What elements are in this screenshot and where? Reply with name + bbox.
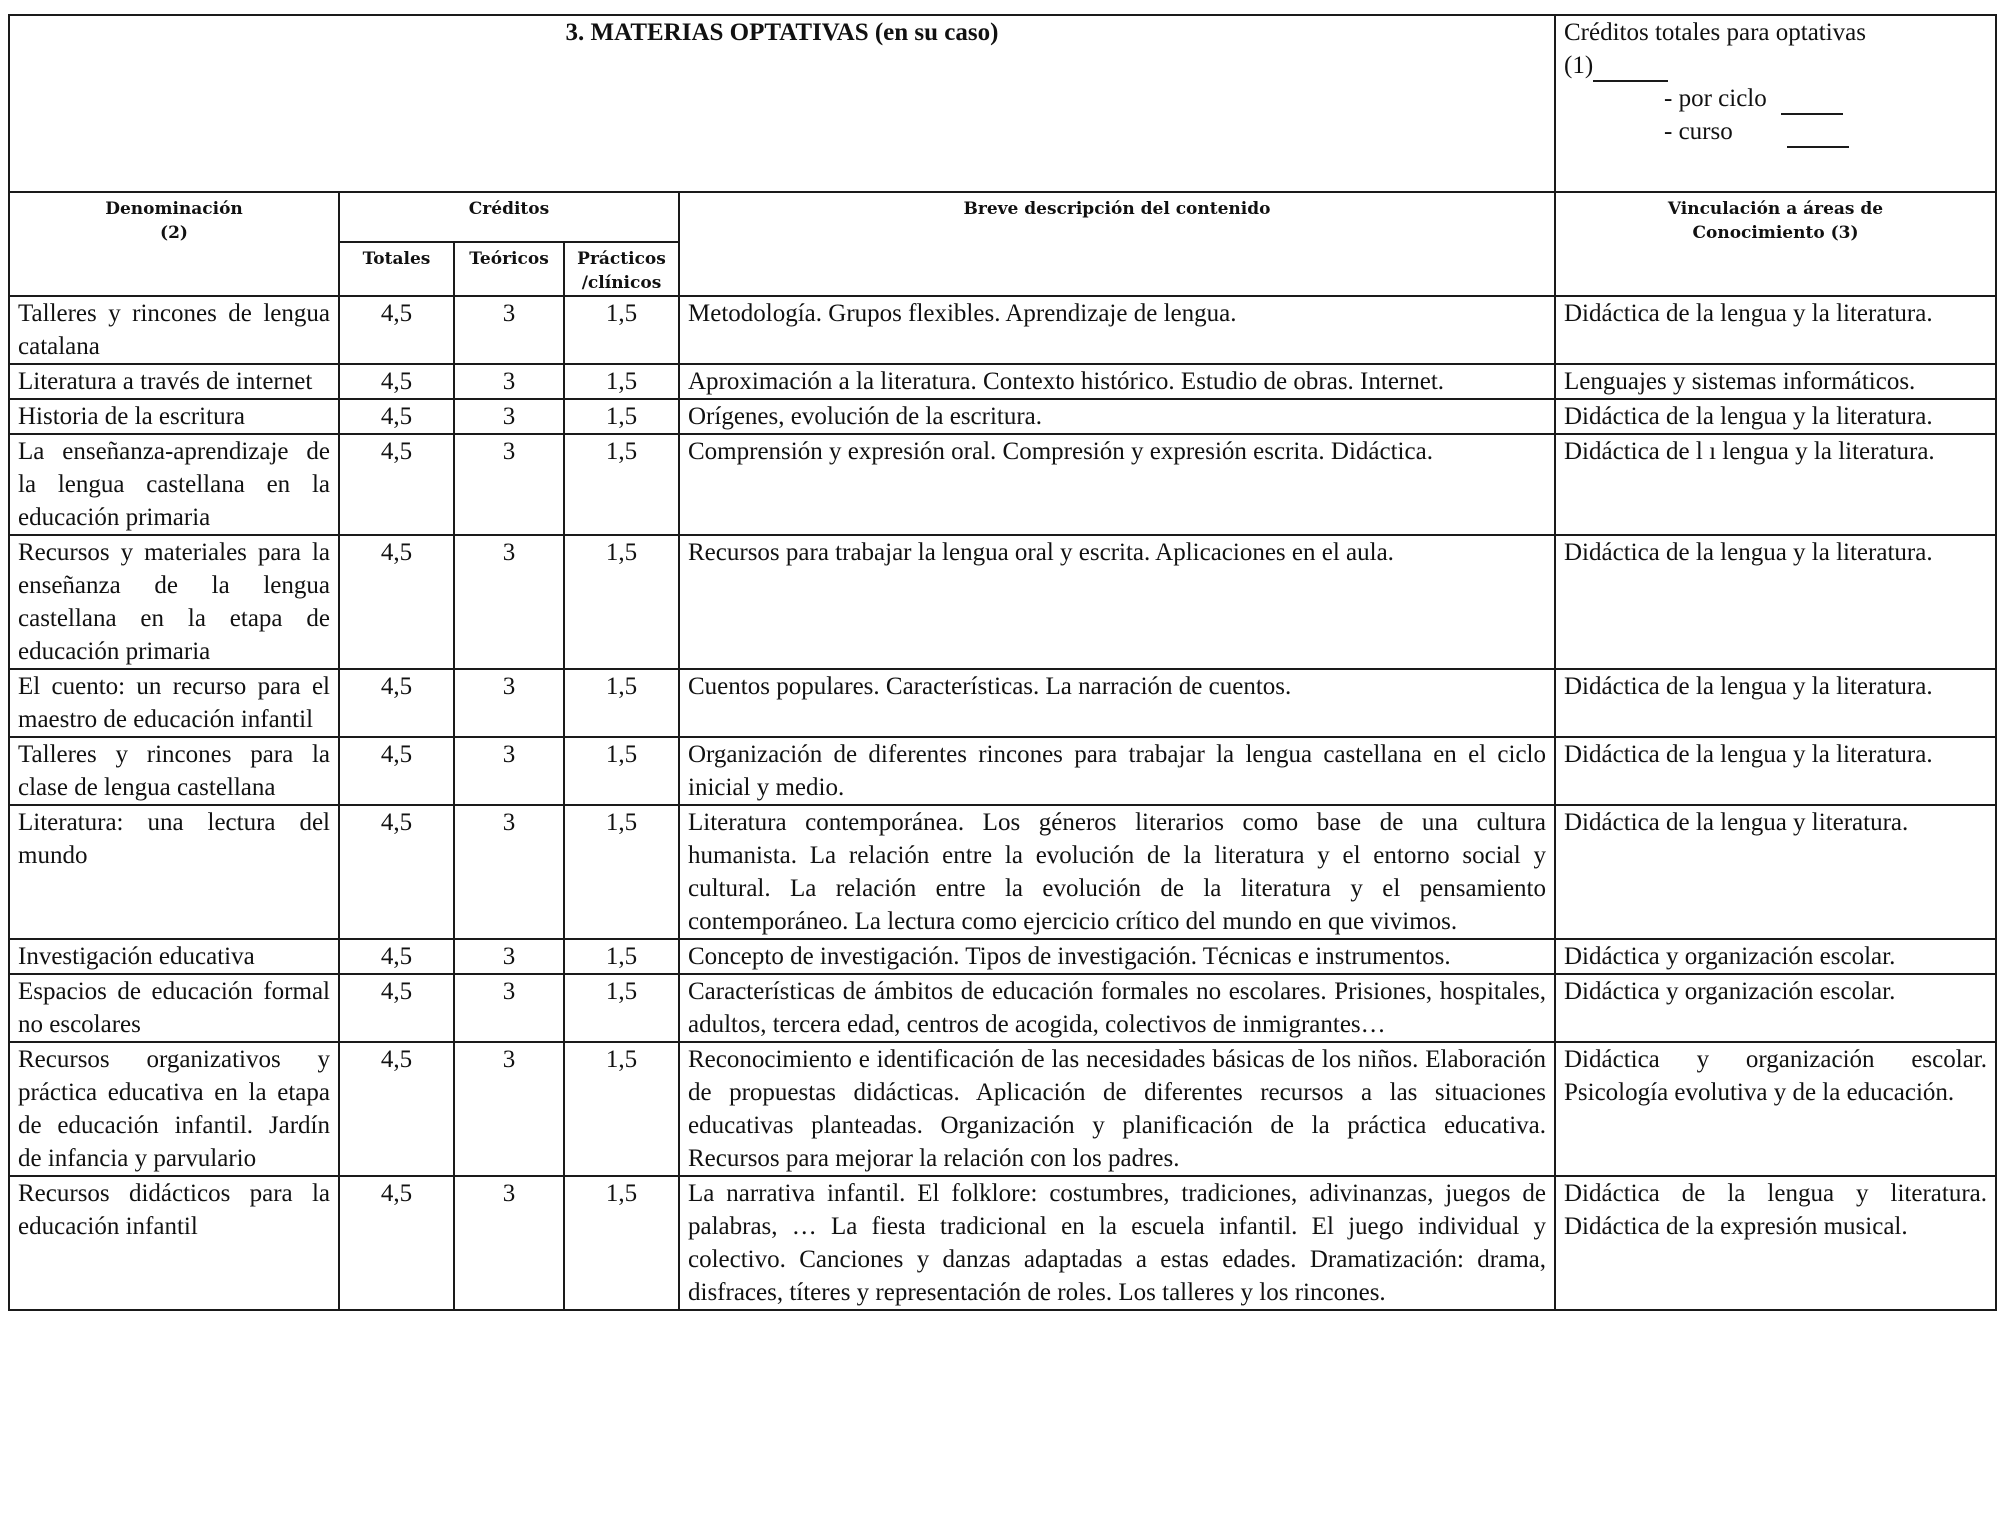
header-descripcion: Breve descripción del contenido [679, 192, 1555, 296]
table-row [9, 364, 1996, 399]
row-practicos: 1,5 [564, 1176, 679, 1310]
row-descripcion: Aproximación a la literatura. Contexto histórico. Estudio de obras. Internet. [679, 364, 1555, 399]
curso-label: - curso [1664, 118, 1733, 145]
row-totales: 4,5 [339, 1176, 454, 1310]
credits-curso [1564, 115, 1987, 148]
table-row [9, 669, 1996, 737]
row-practicos: 1,5 [564, 1042, 679, 1176]
row-area: Didáctica y organización escolar. [1555, 939, 1996, 974]
row-totales: 4,5 [339, 434, 454, 535]
row-descripcion: Recursos para trabajar la lengua oral y escrita. Aplicaciones en el aula. [679, 535, 1555, 669]
row-practicos: 1,5 [564, 535, 679, 669]
credits-por-ciclo [1564, 82, 1987, 115]
row-practicos: 1,5 [564, 296, 679, 364]
row-teoricos: 3 [454, 974, 564, 1042]
row-practicos: 1,5 [564, 364, 679, 399]
header-teoricos: Teóricos [454, 242, 564, 296]
row-denominacion: La enseñanza-aprendizaje de la lengua castellana en la educación primaria [9, 434, 339, 535]
credits-total-blank-line [1564, 49, 1987, 82]
row-denominacion: Recursos didácticos para la educación infantil [9, 1176, 339, 1310]
header-denominacion-label: Denominación [105, 199, 243, 219]
row-area: Didáctica de la lengua y literatura. [1555, 805, 1996, 939]
row-teoricos: 3 [454, 1042, 564, 1176]
optativas-table [8, 14, 1997, 1311]
row-totales: 4,5 [339, 399, 454, 434]
row-practicos: 1,5 [564, 805, 679, 939]
row-totales: 4,5 [339, 805, 454, 939]
row-teoricos: 3 [454, 805, 564, 939]
row-totales: 4,5 [339, 1042, 454, 1176]
row-area: Didáctica y organización escolar. Psicología evolutiva y de la educación. [1555, 1042, 1996, 1176]
row-area: Didáctica de la lengua y la literatura. [1555, 669, 1996, 737]
row-totales: 4,5 [339, 939, 454, 974]
row-teoricos: 3 [454, 399, 564, 434]
row-descripcion: Características de ámbitos de educación formales no escolares. Prisiones, hospitales, adultos, tercera edad, centros de acogida, colectivos de inmigrantes… [679, 974, 1555, 1042]
row-area: Didáctica de la lengua y literatura. Didáctica de la expresión musical. [1555, 1176, 1996, 1310]
row-denominacion: Historia de la escritura [9, 399, 339, 434]
row-descripcion: Cuentos populares. Características. La narración de cuentos. [679, 669, 1555, 737]
row-denominacion: Recursos organizativos y práctica educativa en la etapa de educación infantil. Jardín de infancia y parvulario [9, 1042, 339, 1176]
row-teoricos: 3 [454, 669, 564, 737]
row-teoricos: 3 [454, 364, 564, 399]
row-denominacion: Talleres y rincones de lengua catalana [9, 296, 339, 364]
section-title: 3. MATERIAS OPTATIVAS (en su caso) [9, 15, 1555, 192]
row-area: Didáctica de l ı lengua y la literatura. [1555, 434, 1996, 535]
credits-total-blank [1593, 50, 1668, 82]
row-practicos: 1,5 [564, 669, 679, 737]
row-denominacion: Talleres y rincones para la clase de lengua castellana [9, 737, 339, 805]
row-denominacion: Literatura: una lectura del mundo [9, 805, 339, 939]
row-practicos: 1,5 [564, 974, 679, 1042]
row-denominacion: Espacios de educación formal no escolares [9, 974, 339, 1042]
row-area: Didáctica de la lengua y la literatura. [1555, 399, 1996, 434]
row-area: Didáctica de la lengua y la literatura. [1555, 296, 1996, 364]
header-denominacion [9, 192, 339, 296]
header-denominacion-note: (2) [160, 223, 188, 243]
row-descripcion: Concepto de investigación. Tipos de investigación. Técnicas e instrumentos. [679, 939, 1555, 974]
por-ciclo-label: - por ciclo [1664, 85, 1767, 112]
row-practicos: 1,5 [564, 434, 679, 535]
table-row [9, 399, 1996, 434]
row-denominacion: Investigación educativa [9, 939, 339, 974]
header-practicos: Prácticos /clínicos [564, 242, 679, 296]
table-row [9, 296, 1996, 364]
row-practicos: 1,5 [564, 939, 679, 974]
table-row [9, 1176, 1996, 1310]
row-totales: 4,5 [339, 364, 454, 399]
row-teoricos: 3 [454, 939, 564, 974]
row-totales: 4,5 [339, 669, 454, 737]
header-row-1 [9, 192, 1996, 242]
row-denominacion: Recursos y materiales para la enseñanza de la lengua castellana en la etapa de educación primaria [9, 535, 339, 669]
credits-footnote-ref: (1) [1564, 52, 1594, 79]
row-teoricos: 3 [454, 535, 564, 669]
row-area: Didáctica de la lengua y la literatura. [1555, 737, 1996, 805]
por-ciclo-blank [1781, 83, 1843, 115]
header-creditos: Créditos [339, 192, 679, 242]
title-row [9, 15, 1996, 192]
table-row [9, 805, 1996, 939]
credits-box [1555, 15, 1996, 192]
row-descripcion: Metodología. Grupos flexibles. Aprendizaje de lengua. [679, 296, 1555, 364]
table-row [9, 535, 1996, 669]
row-descripcion: Comprensión y expresión oral. Compresión y expresión escrita. Didáctica. [679, 434, 1555, 535]
row-area: Didáctica y organización escolar. [1555, 974, 1996, 1042]
row-descripcion: Orígenes, evolución de la escritura. [679, 399, 1555, 434]
table-row [9, 974, 1996, 1042]
row-descripcion: La narrativa infantil. El folklore: costumbres, tradiciones, adivinanzas, juegos de palabras, … La fiesta tradicional en la escuela infantil. El juego individual y colectivo. Canciones y danzas adaptadas a estas edades. Dramatización: drama, disfraces, títeres y representación de roles. Los talleres y los rincones. [679, 1176, 1555, 1310]
curso-blank [1787, 116, 1849, 148]
credits-total-label [1564, 16, 1987, 49]
credits-total-text: Créditos totales para optativas [1564, 19, 1867, 46]
table-row [9, 737, 1996, 805]
row-teoricos: 3 [454, 296, 564, 364]
table-row [9, 434, 1996, 535]
row-totales: 4,5 [339, 535, 454, 669]
table-row [9, 939, 1996, 974]
row-descripcion: Literatura contemporánea. Los géneros literarios como base de una cultura humanista. La relación entre la evolución de la literatura y el entorno social y cultural. La relación entre la evolución de la literatura y el pensamiento contemporáneo. La lectura como ejercicio crítico del mundo en que vivimos. [679, 805, 1555, 939]
row-denominacion: Literatura a través de internet [9, 364, 339, 399]
table-row [9, 1042, 1996, 1176]
row-teoricos: 3 [454, 1176, 564, 1310]
row-denominacion: El cuento: un recurso para el maestro de educación infantil [9, 669, 339, 737]
row-teoricos: 3 [454, 434, 564, 535]
header-vinculacion: Vinculación a áreas de Conocimiento (3) [1555, 192, 1996, 296]
row-practicos: 1,5 [564, 399, 679, 434]
row-totales: 4,5 [339, 974, 454, 1042]
row-totales: 4,5 [339, 737, 454, 805]
row-area: Lenguajes y sistemas informáticos. [1555, 364, 1996, 399]
row-practicos: 1,5 [564, 737, 679, 805]
row-descripcion: Reconocimiento e identificación de las necesidades básicas de los niños. Elaboración de propuestas didácticas. Aplicación de diferentes recursos a las situaciones educativas planteadas. Organización y planificación de la práctica educativa. Recursos para mejorar la relación con los padres. [679, 1042, 1555, 1176]
row-descripcion: Organización de diferentes rincones para trabajar la lengua castellana en el ciclo inicial y medio. [679, 737, 1555, 805]
header-totales: Totales [339, 242, 454, 296]
row-teoricos: 3 [454, 737, 564, 805]
row-totales: 4,5 [339, 296, 454, 364]
row-area: Didáctica de la lengua y la literatura. [1555, 535, 1996, 669]
